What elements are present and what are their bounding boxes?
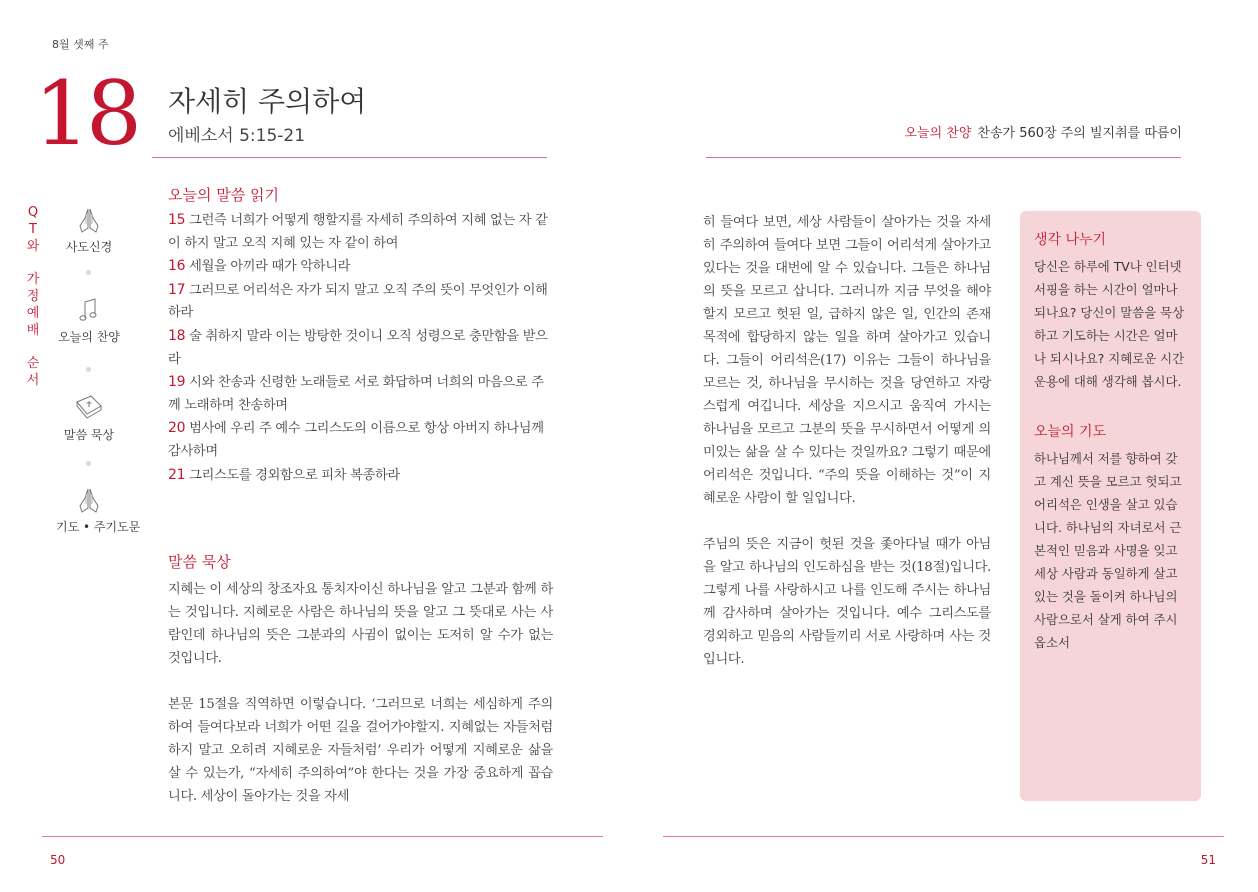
meditation-paragraph: 주님의 뜻은 지금이 헛된 것을 좇아다닐 때가 아님을 알고 하나님의 인도하심을 받는 것(18절)입니다. 그렇게 나를 사랑하시고 나를 인도해 주시는 하나님께 감사하며 살아가는 것입니다. 예수 그리스도를 경외하고 믿음의 사람들끼리 서로 사랑하며 사는 것입니다.: [703, 537, 991, 667]
verse-text: 그러므로 어리석은 자가 되지 말고 오직 주의 뜻이 무엇인가 이해하라: [168, 282, 548, 321]
verse-text: 세월을 아끼라 때가 악하니라: [189, 259, 351, 275]
vertical-char: 배: [26, 323, 40, 338]
meditation-paragraph: 히 들여다 보면, 세상 사람들이 살아가는 것을 자세히 주의하여 들여다 보면 그들이 어리석게 살아가고 있다는 것을 대번에 알 수 있습니다. 그들은 하나님의 뜻을 모르고 삽니다. 그러니까 지금 무엇을 해야 할지 모르고 헛된 일, 급하지 않은 일, 인간의 존재 목적에 합당하지 않는 일을 하며 살아가고 있습니다. 그들이 어리석은(17) 이유는 그들이 하나님을 모르는 것, 하나님을 무시하는 것을 당연하고 자랑스럽게 여깁니다. 세상을 지으시고 움직여 가시는 하나님을 모르고 그분의 뜻을 무시하면서 어떻게 의미있는 삶을 살 수 있다는 것일까요? 그렇기 때문에 어리석은 것입니다. “주의 뜻을 이해하는 것”이 지혜로운 사람이 할 일입니다.: [703, 215, 991, 506]
praying-hands-icon: [74, 206, 104, 234]
meditation-heading: 말씀 묵상: [168, 553, 231, 571]
verse-text: 술 취하지 말라 이는 방탕한 것이니 오직 성령으로 충만함을 받으라: [168, 328, 548, 367]
sidebar-item-prayer: [56, 486, 141, 535]
sidebar-dot: [86, 367, 91, 372]
prayer-heading: 오늘의 기도: [1034, 424, 1107, 440]
vertical-char: 순: [26, 356, 40, 371]
prayer-text: 하나님께서 저를 향하여 갖고 계신 뜻을 모르고 헛되고 어리석은 인생을 살고 있습니다. 하나님의 자녀로서 근본적인 믿음과 사명을 잊고 세상 사람과 동일하게 살고 있는 것을 돌이켜 하나님의 사람으로서 살게 하여 주시옵소서: [1034, 451, 1182, 650]
verse: [168, 371, 553, 417]
hymn-line: [904, 122, 1182, 141]
vertical-char: 정: [26, 289, 40, 304]
vertical-char: Q: [27, 205, 39, 220]
verse-number: 19: [168, 374, 186, 391]
praying-hands-icon: [74, 486, 104, 514]
vertical-char: 예: [26, 306, 40, 321]
verse: [168, 209, 553, 255]
verse-text: 범사에 우리 주 예수 그리스도의 이름으로 항상 아버지 하나님께 감사하며: [168, 421, 544, 459]
sidebar-item-label: 말씀 묵상: [63, 428, 115, 442]
verse: [168, 325, 553, 371]
verse: [168, 417, 553, 463]
meditation-continued: [703, 211, 991, 671]
sidebar-dot: [86, 270, 91, 275]
verse-number: 17: [168, 281, 186, 298]
verse-number: 21: [168, 466, 186, 483]
meditation-section: [168, 551, 553, 808]
verse-text: 그리스도를 경외함으로 피차 복종하라: [189, 467, 400, 483]
sidebar-item-hymn: [56, 296, 122, 345]
vertical-char: 서: [26, 373, 40, 388]
page-title: 자세히 주의하여: [168, 85, 367, 118]
verse-number: 20: [168, 420, 186, 437]
vertical-char: 와: [26, 239, 40, 254]
verse-text: 그런즉 너희가 어떻게 행할지를 자세히 주의하여 지혜 없는 자 같이 하지 말고 오직 지혜 있는 자 같이 하여: [168, 213, 548, 251]
verse-number: 15: [168, 212, 186, 228]
sidebar-item-label: 사도신경: [65, 240, 113, 254]
sharing-text: 당신은 하루에 TV나 인터넷 서핑을 하는 시간이 얼마나 되나요? 당신이 말씀을 묵상하고 기도하는 시간은 얼마나 되시나요? 지혜로운 시간 운용에 대해 생각해 봅시다.: [1034, 259, 1185, 389]
page-number-left: 50: [50, 853, 66, 867]
verse-number: 18: [168, 327, 186, 344]
week-label: 8월 셋째 주: [52, 38, 109, 51]
vertical-char: 가: [26, 272, 40, 287]
scripture-reference: 에베소서 5:15-21: [168, 126, 306, 146]
header-divider-right: [706, 157, 1181, 158]
verse-number: 16: [168, 258, 186, 275]
meditation-paragraph: 지혜는 이 세상의 창조자요 통치자이신 하나님을 알고 그분과 함께 하는 것입니다. 지혜로운 사람은 하나님의 뜻을 알고 그 뜻대로 사는 사람인데 하나님의 뜻은 그분과의 사귐이 없이는 도저히 알 수가 없는 것입니다.: [168, 582, 553, 666]
sidebar-item-creed: [56, 206, 122, 255]
sidebar-dot: [86, 461, 91, 466]
sidebar-item-label: 오늘의 찬양: [58, 330, 120, 344]
meditation-paragraph: 본문 15절을 직역하면 이렇습니다. ‘그러므로 너희는 세심하게 주의하여 들여다보라 너희가 어떤 길을 걸어가야할지. 지혜없는 자들처럼 하지 말고 오히려 지혜로운 자들처럼’ 우리가 어떻게 지혜로운 삶을 살 수 있는가, “자세히 주의하여”야 한다는 것을 가장 중요하게 꼽습니다. 세상이 돌아가는 것을 자세: [168, 697, 553, 804]
page-number-right: 51: [1200, 853, 1216, 867]
sidebar-item-label: 기도 • 주기도문: [56, 520, 141, 534]
day-number: 18: [34, 62, 138, 165]
vertical-title: [25, 204, 41, 389]
vertical-char: T: [29, 222, 37, 237]
reading-heading: 오늘의 말씀 읽기: [168, 186, 279, 204]
verse: [168, 255, 553, 279]
hymn-label: 오늘의 찬양: [904, 126, 972, 141]
music-note-icon: [74, 296, 104, 324]
sidebar-item-meditation: [56, 392, 122, 443]
verse-text: 시와 찬송과 신령한 노래들로 서로 화답하며 너희의 마음으로 주께 노래하며 찬송하며: [168, 375, 544, 413]
reading-section: [168, 184, 553, 487]
sidebar-box: [1020, 211, 1201, 801]
sharing-heading: 생각 나누기: [1034, 232, 1107, 248]
verse: [168, 279, 553, 325]
verse: [168, 464, 553, 488]
footer-divider: [42, 836, 603, 837]
footer-divider-right: [663, 836, 1224, 837]
bible-icon: [73, 392, 105, 422]
header-divider: [152, 157, 547, 158]
hymn-text: 찬송가 560장 주의 빌지취를 따름이: [977, 126, 1182, 141]
